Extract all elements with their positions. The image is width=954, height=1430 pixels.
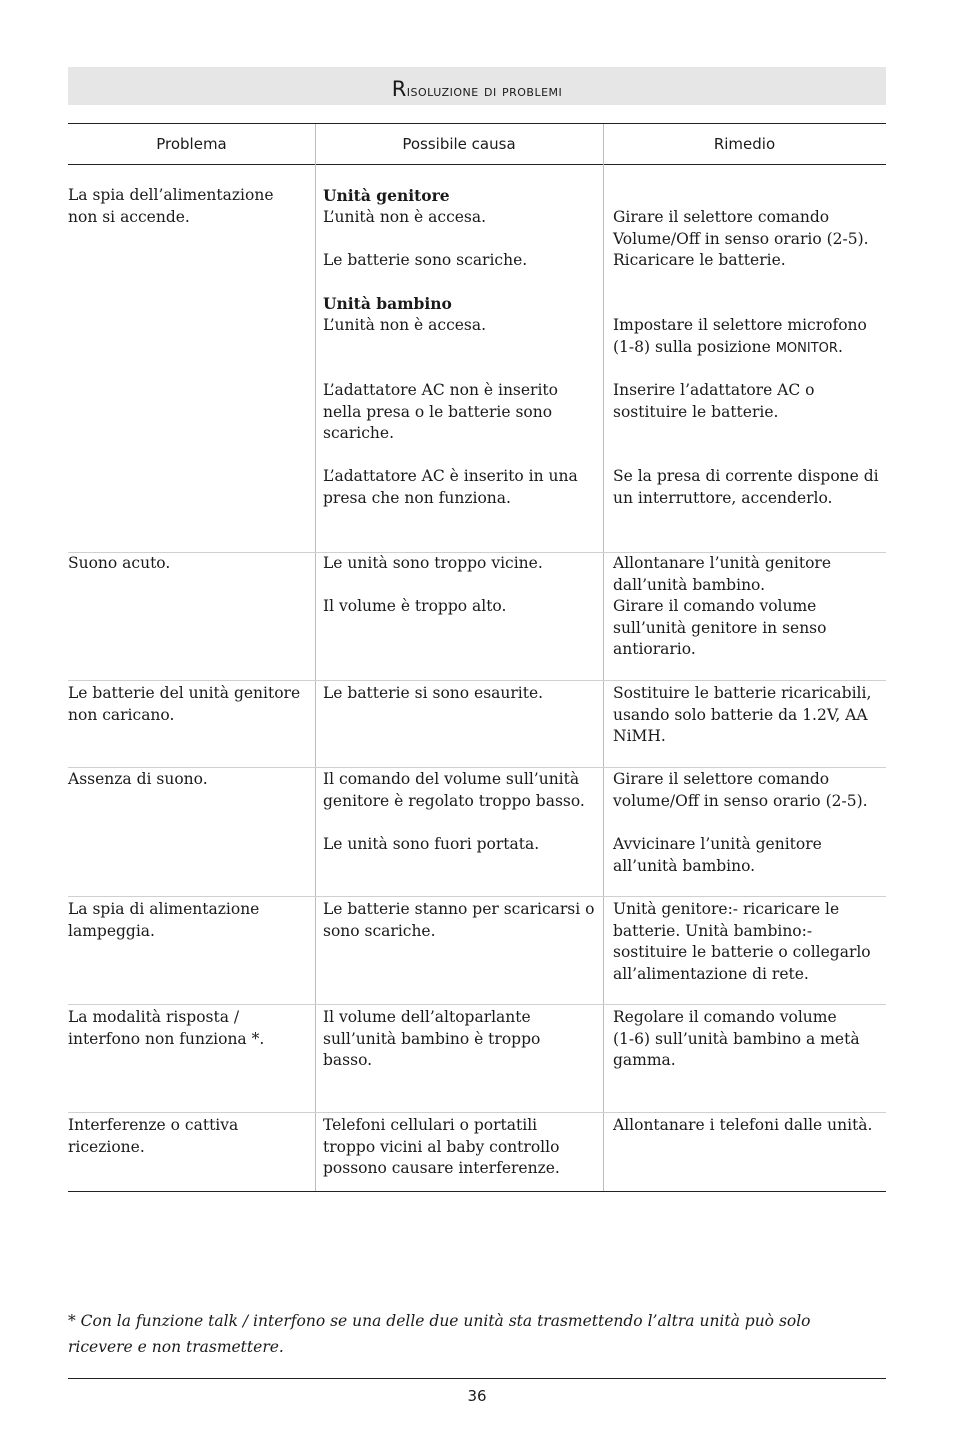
row4-cause-1: Il comando del volume sull’unità genitore è regolato troppo basso.: [323, 770, 585, 810]
row1-remedy-2: Ricaricare le batterie.: [613, 251, 786, 269]
row6-cause: Il volume dell’altoparlante sull’unità bambino è troppo basso.: [323, 1008, 541, 1070]
row1-remedy-4: Inserire l’adattatore AC o sostituire le batterie.: [613, 381, 815, 421]
row1-cause-1: L’unità non è accesa.: [323, 208, 487, 226]
row5-problem: La spia di alimentazione lampeggia.: [68, 900, 260, 940]
header-problem: Problema: [156, 135, 227, 153]
row1-remedy-1: Girare il selettore comando Volume/Off in senso orario (2-5).: [613, 208, 869, 248]
row3-problem: Le batterie del unità genitore non caricano.: [68, 684, 301, 724]
row7-remedy: Allontanare i telefoni dalle unità.: [613, 1116, 873, 1134]
row1-cause-heading-baby: Unità bambino: [323, 294, 452, 313]
row5-remedy: Unità genitore:- ricaricare le batterie. Unità bambino:- sostituire le batterie o collegarlo all’alimentazione di rete.: [613, 900, 871, 983]
column-divider: [603, 124, 604, 1192]
row1-cause-4: L’adattatore AC non è inserito nella presa o le batterie sono scariche.: [323, 381, 558, 443]
row1-cause-3: L’unità non è accesa.: [323, 316, 487, 334]
row6-remedy: Regolare il comando volume (1-6) sull’unità bambino a metà gamma.: [613, 1008, 860, 1070]
row1-remedy-3: [613, 315, 888, 359]
row2-problem: Suono acuto.: [68, 554, 171, 572]
row6-problem: La modalità risposta / interfono non funziona *.: [68, 1008, 265, 1048]
row3-cause: Le batterie si sono esaurite.: [323, 684, 544, 702]
row-separator: [68, 680, 886, 681]
row1-remedy-5: Se la presa di corrente dispone di un interruttore, accenderlo.: [613, 467, 879, 507]
row5-cause: Le batterie stanno per scaricarsi o sono scariche.: [323, 900, 595, 940]
row1-cause-heading-parent: Unità genitore: [323, 186, 450, 205]
row4-cause-2: Le unità sono fuori portata.: [323, 835, 540, 853]
footer-rule: [68, 1378, 886, 1379]
row4-remedy-1: Girare il selettore comando volume/Off in senso orario (2-5).: [613, 770, 868, 810]
row1-problem: La spia dell’alimentazione non si accende.: [68, 186, 274, 226]
section-title: [68, 67, 886, 105]
row7-cause: Telefoni cellulari o portatili troppo vicini al baby controllo possono causare interferenze.: [323, 1116, 560, 1178]
footnote: * Con la funzione talk / interfono se una delle due unità sta trasmettendo l’altra unità può solo ricevere e non trasmettere.: [68, 1312, 811, 1356]
row7-problem: Interferenze o cattiva ricezione.: [68, 1116, 239, 1156]
table-header: [68, 123, 886, 165]
row1-remedy-3-end: .: [837, 337, 843, 356]
row4-remedy-2: Avvicinare l’unità genitore all’unità bambino.: [613, 835, 822, 875]
row-separator: [68, 1112, 886, 1113]
page-number: 36: [467, 1387, 487, 1405]
header-remedy: Rimedio: [713, 135, 776, 153]
row2-cause-2: Il volume è troppo alto.: [323, 597, 507, 615]
header-cause: Possibile causa: [402, 135, 516, 153]
row2-remedy: Allontanare l’unità genitore dall’unità bambino. Girare il comando volume sull’unità genitore in senso antiorario.: [613, 554, 832, 659]
row4-problem: Assenza di suono.: [68, 770, 208, 788]
monitor-label: MONITOR: [775, 340, 838, 356]
section-title-initial: R: [391, 77, 407, 101]
row1-cause-2: Le batterie sono scariche.: [323, 251, 528, 269]
row-separator: [68, 1004, 886, 1005]
section-title-rest: isoluzione di problemi: [406, 82, 563, 100]
table-bottom-rule: [68, 1191, 886, 1192]
row2-cause-1: Le unità sono troppo vicine.: [323, 554, 543, 572]
row-separator: [68, 896, 886, 897]
row1-cause-5: L’adattatore AC è inserito in una presa che non funziona.: [323, 467, 578, 507]
row1-remedy-3-text: Impostare il selettore microfono (1-8) sulla posizione: [613, 316, 867, 356]
row3-remedy: Sostituire le batterie ricaricabili, usando solo batterie da 1.2V, AA NiMH.: [613, 684, 872, 746]
row-separator: [68, 767, 886, 768]
column-divider: [315, 124, 316, 1192]
